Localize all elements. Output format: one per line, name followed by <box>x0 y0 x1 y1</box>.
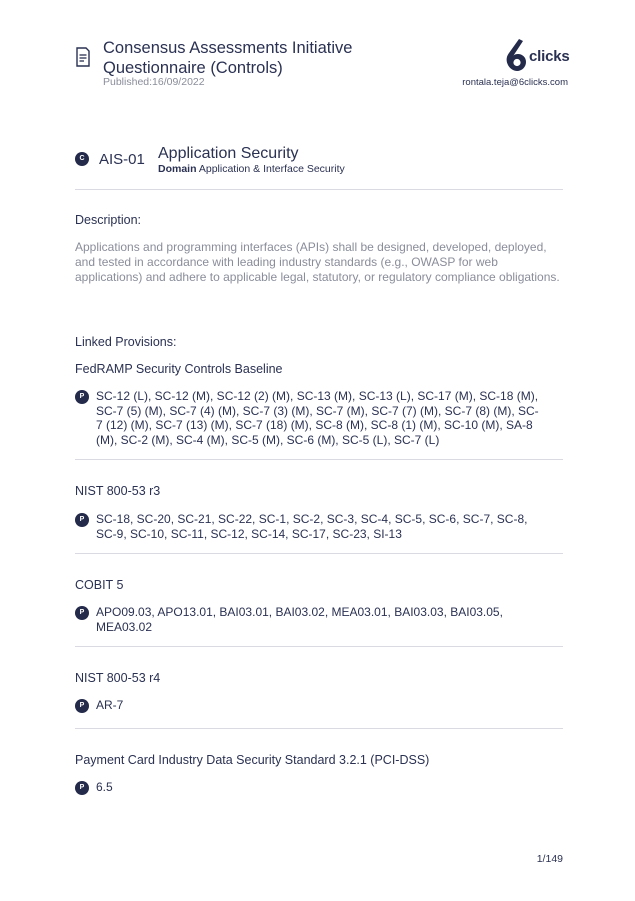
6clicks-logo <box>504 38 568 72</box>
linked-provisions-label: Linked Provisions: <box>75 335 177 349</box>
divider <box>75 646 563 647</box>
provision-title: NIST 800-53 r4 <box>75 671 161 685</box>
provision-badge: P <box>75 699 89 713</box>
provision-title: Payment Card Industry Data Security Standard 3.2.1 (PCI-DSS) <box>75 753 430 767</box>
control-badge: C <box>75 152 89 166</box>
provision-badge: P <box>75 513 89 527</box>
provision-text: 6.5 <box>96 780 113 794</box>
document-icon <box>75 47 91 67</box>
divider <box>75 728 563 729</box>
control-heading <box>75 145 563 190</box>
provision-title: COBIT 5 <box>75 578 124 592</box>
provision-badge: P <box>75 781 89 795</box>
provision-badge: P <box>75 606 89 620</box>
provision-text: AR-7 <box>96 698 124 712</box>
divider <box>75 553 563 554</box>
description-text: Applications and programming interfaces (APIs) shall be designed, developed, deployed, and tested in accordance with leading industry standards (e.g., OWASP for web applications) and adhere to applicable legal, statutory, or regulatory compliance obligations. <box>75 240 560 284</box>
logo-six-icon <box>504 38 528 72</box>
page-number: 1/149 <box>536 853 563 865</box>
provision-row <box>75 605 545 634</box>
provision-row <box>75 780 545 795</box>
control-id: AIS-01 <box>99 151 145 168</box>
domain-label: Domain <box>158 163 197 175</box>
logo-text: clicks <box>529 48 570 65</box>
description-label: Description: <box>75 213 141 227</box>
provision-badge: P <box>75 390 89 404</box>
document-title: Consensus Assessments Initiative Questionnaire (Controls) <box>103 39 353 77</box>
provision-row <box>75 389 545 447</box>
provision-title: NIST 800-53 r3 <box>75 484 161 498</box>
provision-row <box>75 698 545 713</box>
control-name: Application Security <box>158 145 299 162</box>
published-date: Published:16/09/2022 <box>103 76 205 88</box>
provision-text: SC-18, SC-20, SC-21, SC-22, SC-1, SC-2, SC-3, SC-4, SC-5, SC-6, SC-7, SC-8, SC-9, SC-10, SC-11, SC-12, SC-14, SC-17, SC-23, SI-13 <box>96 512 528 541</box>
provision-title: FedRAMP Security Controls Baseline <box>75 362 283 376</box>
control-domain <box>158 163 345 175</box>
provision-text: APO09.03, APO13.01, BAI03.01, BAI03.02, MEA03.01, BAI03.03, BAI03.05, MEA03.02 <box>96 605 503 634</box>
divider <box>75 459 563 460</box>
provision-row <box>75 512 545 541</box>
user-email: rontala.teja@6clicks.com <box>462 77 568 88</box>
provision-text: SC-12 (L), SC-12 (M), SC-12 (2) (M), SC-13 (M), SC-13 (L), SC-17 (M), SC-18 (M), SC-7 (5) (M), SC-7 (4) (M), SC-7 (3) (M), SC-7 (M), SC-7 (7) (M), SC-7 (8) (M), SC-7 (12) (M), SC-7 (13) (M), SC-7 (18) (M), SC-8 (M), SC-8 (1) (M), SC-10 (M), SA-8 (M), SC-2 (M), SC-4 (M), SC-5 (M), SC-6 (M), SC-5 (L), SC-7 (L) <box>96 389 539 447</box>
document-header <box>75 38 568 98</box>
domain-value: Application & Interface Security <box>198 163 345 175</box>
